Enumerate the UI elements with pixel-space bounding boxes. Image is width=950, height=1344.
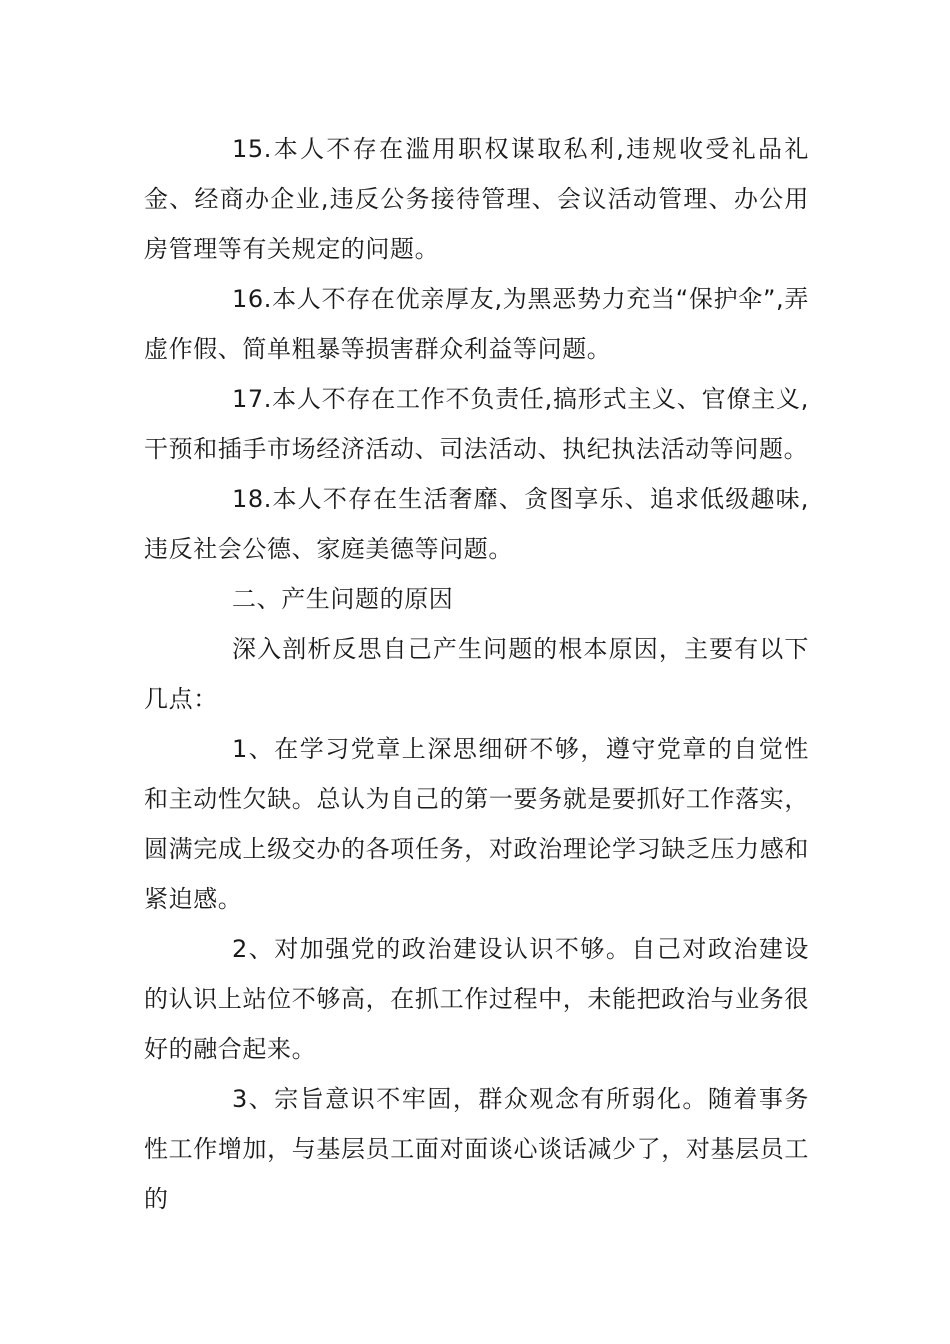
document-body bbox=[144, 124, 809, 1224]
paragraph-item-18: 18.本人不存在生活奢靡、贪图享乐、追求低级趣味,违反社会公德、家庭美德等问题。 bbox=[144, 485, 809, 563]
paragraph-item-17: 17.本人不存在工作不负责任,搞形式主义、官僚主义,干预和插手市场经济活动、司法活动、执纪执法活动等问题。 bbox=[144, 385, 809, 463]
reason-item-1: 1、在学习党章上深思细研不够，遵守党章的自觉性和主动性欠缺。总认为自己的第一要务就是要抓好工作落实，圆满完成上级交办的各项任务，对政治理论学习缺乏压力感和紧迫感。 bbox=[144, 735, 809, 913]
paragraph-item-16: 16.本人不存在优亲厚友,为黑恶势力充当“保护伞”,弄虚作假、简单粗暴等损害群众利益等问题。 bbox=[144, 285, 809, 363]
section-heading: 二、产生问题的原因 bbox=[232, 585, 454, 613]
reason-item-2: 2、对加强党的政治建设认识不够。自己对政治建设的认识上站位不够高，在抓工作过程中，未能把政治与业务很好的融合起来。 bbox=[144, 935, 809, 1063]
intro-paragraph: 深入剖析反思自己产生问题的根本原因，主要有以下几点： bbox=[144, 635, 809, 713]
reason-item-3: 3、宗旨意识不牢固，群众观念有所弱化。随着事务性工作增加，与基层员工面对面谈心谈话减少了，对基层员工的 bbox=[144, 1085, 809, 1213]
paragraph-item-15: 15.本人不存在滥用职权谋取私利,违规收受礼品礼金、经商办企业,违反公务接待管理、会议活动管理、办公用房管理等有关规定的问题。 bbox=[144, 135, 809, 263]
